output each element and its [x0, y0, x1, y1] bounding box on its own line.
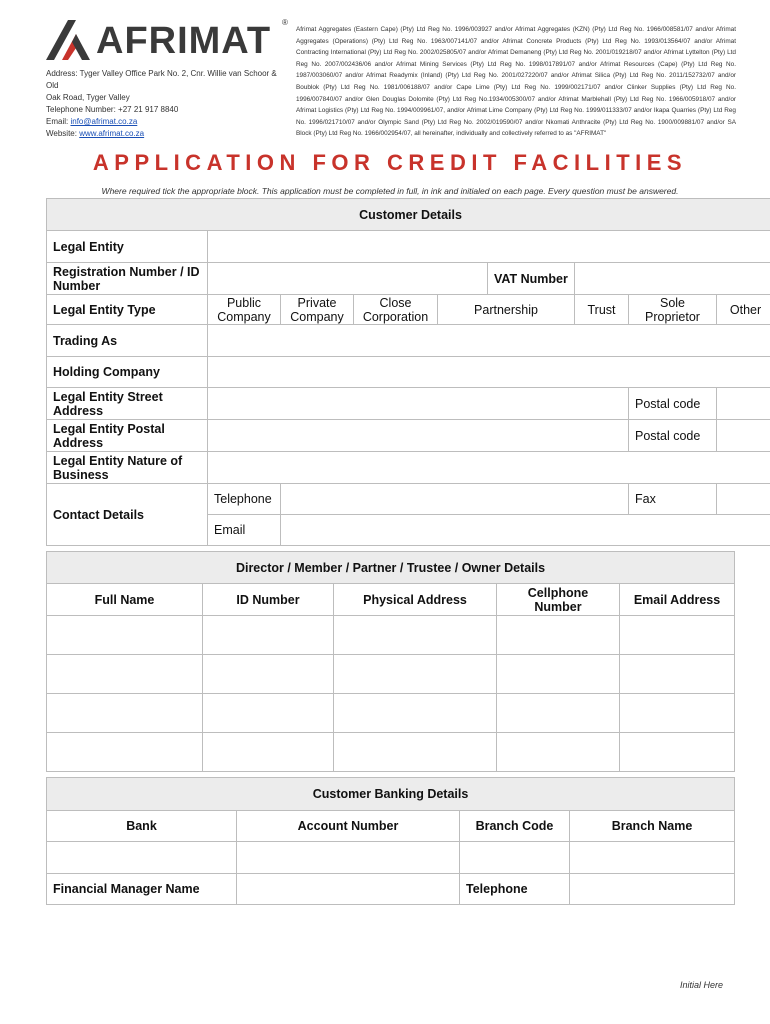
account-number-cell[interactable]: [237, 842, 460, 874]
entity-type-other[interactable]: Other: [717, 295, 770, 325]
column-header-full-name: Full Name: [47, 584, 203, 616]
entity-type-close-corporation[interactable]: Close Corporation: [354, 295, 438, 325]
street-postal-code-label: Postal code: [629, 388, 717, 420]
table-row: [47, 655, 735, 694]
initial-here-label: Initial Here: [680, 980, 724, 990]
table-row: [47, 733, 735, 772]
column-header-account-number: Account Number: [237, 811, 460, 842]
banking-telephone-label: Telephone: [460, 874, 570, 905]
cellphone-cell[interactable]: [497, 655, 620, 694]
vat-number-field[interactable]: [575, 263, 629, 295]
postal-postal-code-label: Postal code: [629, 420, 717, 452]
table-row: [47, 694, 735, 733]
vat-number-label: VAT Number: [488, 263, 575, 295]
street-address-field[interactable]: [208, 388, 629, 420]
afrimat-logo-mark-icon: [46, 20, 90, 60]
full-name-cell[interactable]: [47, 733, 203, 772]
id-number-cell[interactable]: [203, 655, 334, 694]
email-line: [46, 116, 286, 128]
nature-of-business-field[interactable]: [208, 452, 770, 484]
column-header-branch-name: Branch Name: [570, 811, 735, 842]
email-address-cell[interactable]: [620, 655, 735, 694]
physical-address-cell[interactable]: [334, 616, 497, 655]
address-line: Telephone Number: +27 21 917 8840: [46, 105, 179, 114]
street-postal-code-field[interactable]: [717, 388, 770, 420]
registered-mark: ®: [282, 18, 288, 27]
financial-manager-label: Financial Manager Name: [47, 874, 237, 905]
legal-entity-type-label: Legal Entity Type: [47, 295, 208, 325]
table-row: [47, 842, 735, 874]
email-address-cell[interactable]: [620, 733, 735, 772]
fax-field[interactable]: [717, 484, 770, 515]
customer-details-table: [46, 198, 770, 546]
cellphone-cell[interactable]: [497, 733, 620, 772]
column-header-cellphone-number: Cellphone Number: [497, 584, 620, 616]
banking-heading: Customer Banking Details: [47, 778, 735, 811]
email-label-cell: Email: [208, 515, 281, 546]
website-label: Website:: [46, 129, 77, 138]
entity-type-trust[interactable]: Trust: [575, 295, 629, 325]
financial-manager-field[interactable]: [237, 874, 460, 905]
legal-entity-label: Legal Entity: [47, 231, 208, 263]
website-link[interactable]: www.afrimat.co.za: [79, 129, 145, 138]
registration-number-field[interactable]: [208, 263, 488, 295]
entity-type-public-company[interactable]: Public Company: [208, 295, 281, 325]
street-address-label: Legal Entity Street Address: [47, 388, 208, 420]
entity-type-private-company[interactable]: Private Company: [281, 295, 354, 325]
instructions-text: Where required tick the appropriate block. This application must be completed in full, in ink and initialed on each page. Every question must be answered.: [101, 186, 679, 196]
holding-company-label: Holding Company: [47, 357, 208, 388]
banking-details-table: [46, 777, 735, 905]
directors-table: [46, 551, 735, 772]
column-header-branch-code: Branch Code: [460, 811, 570, 842]
postal-postal-code-field[interactable]: [717, 420, 770, 452]
afrimat-logo: [44, 18, 290, 64]
email-field[interactable]: [281, 515, 770, 546]
entity-type-sole-proprietor[interactable]: Sole Proprietor: [629, 295, 717, 325]
physical-address-cell[interactable]: [334, 655, 497, 694]
legal-entity-field[interactable]: [208, 231, 770, 263]
address-line: Oak Road, Tyger Valley: [46, 93, 130, 102]
postal-address-field[interactable]: [208, 420, 629, 452]
nature-of-business-label: Legal Entity Nature of Business: [47, 452, 208, 484]
email-address-cell[interactable]: [620, 616, 735, 655]
registration-number-label: Registration Number / ID Number: [47, 263, 208, 295]
column-header-email-address: Email Address: [620, 584, 735, 616]
contact-details-label: Contact Details: [47, 484, 208, 546]
column-header-physical-address: Physical Address: [334, 584, 497, 616]
full-name-cell[interactable]: [47, 655, 203, 694]
column-header-bank: Bank: [47, 811, 237, 842]
trading-as-field[interactable]: [208, 325, 770, 357]
column-header-id-number: ID Number: [203, 584, 334, 616]
banking-telephone-field[interactable]: [570, 874, 735, 905]
website-line: [46, 128, 286, 140]
legal-entities-text: Afrimat Aggregates (Eastern Cape) (Pty) Ltd Reg No. 1996/003927 and/or Afrimat Aggregates (KZN) (Pty) Ltd Reg No. 1966/008581/07 and/or Afrimat Aggregates (Operations) (Pty) Ltd Reg No. 1963/007141/07 and/or Afrimat Concrete Products (Pty) Ltd Reg No. 1993/013564/07 and/or Afrimat Contracting International (Pty) Ltd Reg No. 2002/025805/07 and/or Afrimat Demaneng (Pty) Ltd Reg No. 2001/019218/07 and/or Afrimat Lyttelton (Pty) Ltd Reg No. 2007/002436/06 and/or Afrimat Mining Services (Pty) Ltd Reg No. 1998/017891/07 and/or Afrimat Resources (Cape) (Pty) Ltd Reg No. 1987/003060/07 and/or Afrimat Readymix (Inland) (Pty) Ltd Reg No. 2001/027220/07 and/or Afrimat Silica (Pty) Ltd Reg No. 2011/152732/07 and/or Boublok (Pty) Ltd Reg No. 1981/006188/07 and/or Cape Lime (Pty) Ltd Reg No. 1999/002171/07 and/or Clinker Supplies (Pty) Ltd Reg No. 1996/007840/07 and/or Glen Douglas Dolomite (Pty) Ltd Reg No.1934/005300/07 and/or Afrimat Marblehall (Pty) Ltd Reg No. 1966/005918/07 and/or Afrimat Logistics (Pty) Ltd Reg No. 1994/009961/07, and/or Afrimat Lime Company (Pty) Ltd Reg No. 1999/011333/07 and/or Ikapa Quarries (Pty) Ltd Reg No. 1996/021710/07 and/or Olympic Sand (Pty) Ltd Reg No. 2002/019590/07 and/or Nkomati Anthracite (Pty) Ltd Reg No. 1900/009881/07 and/or SA Block (Pty) Ltd Reg No. 1966/002954/07, all hereinafter, individually and collectively referred to as "AFRIMAT": [296, 26, 736, 138]
cellphone-cell[interactable]: [497, 616, 620, 655]
email-link[interactable]: info@afrimat.co.za: [70, 117, 138, 126]
customer-details-heading: Customer Details: [47, 199, 770, 231]
cellphone-cell[interactable]: [497, 694, 620, 733]
entity-type-partnership[interactable]: Partnership: [438, 295, 575, 325]
branch-code-cell[interactable]: [460, 842, 570, 874]
fax-label: Fax: [629, 484, 717, 515]
id-number-cell[interactable]: [203, 733, 334, 772]
branch-name-cell[interactable]: [570, 842, 735, 874]
full-name-cell[interactable]: [47, 694, 203, 733]
full-name-cell[interactable]: [47, 616, 203, 655]
physical-address-cell[interactable]: [334, 694, 497, 733]
postal-address-label: Legal Entity Postal Address: [47, 420, 208, 452]
trading-as-label: Trading As: [47, 325, 208, 357]
id-number-cell[interactable]: [203, 694, 334, 733]
directors-heading: Director / Member / Partner / Trustee / Owner Details: [47, 552, 735, 584]
physical-address-cell[interactable]: [334, 733, 497, 772]
telephone-field[interactable]: [281, 484, 629, 515]
afrimat-wordmark: AFRIMAT: [96, 20, 272, 62]
table-row: [47, 616, 735, 655]
vat-number-field-ext[interactable]: [629, 263, 770, 295]
telephone-label: Telephone: [208, 484, 281, 515]
email-address-cell[interactable]: [620, 694, 735, 733]
bank-cell[interactable]: [47, 842, 237, 874]
address-line: Address: Tyger Valley Office Park No. 2, Cnr. Willie van Schoor & Old: [46, 69, 277, 90]
email-label: Email:: [46, 117, 69, 126]
id-number-cell[interactable]: [203, 616, 334, 655]
holding-company-field[interactable]: [208, 357, 770, 388]
company-address: [46, 68, 286, 140]
page-title: APPLICATION FOR CREDIT FACILITIES: [92, 150, 688, 175]
